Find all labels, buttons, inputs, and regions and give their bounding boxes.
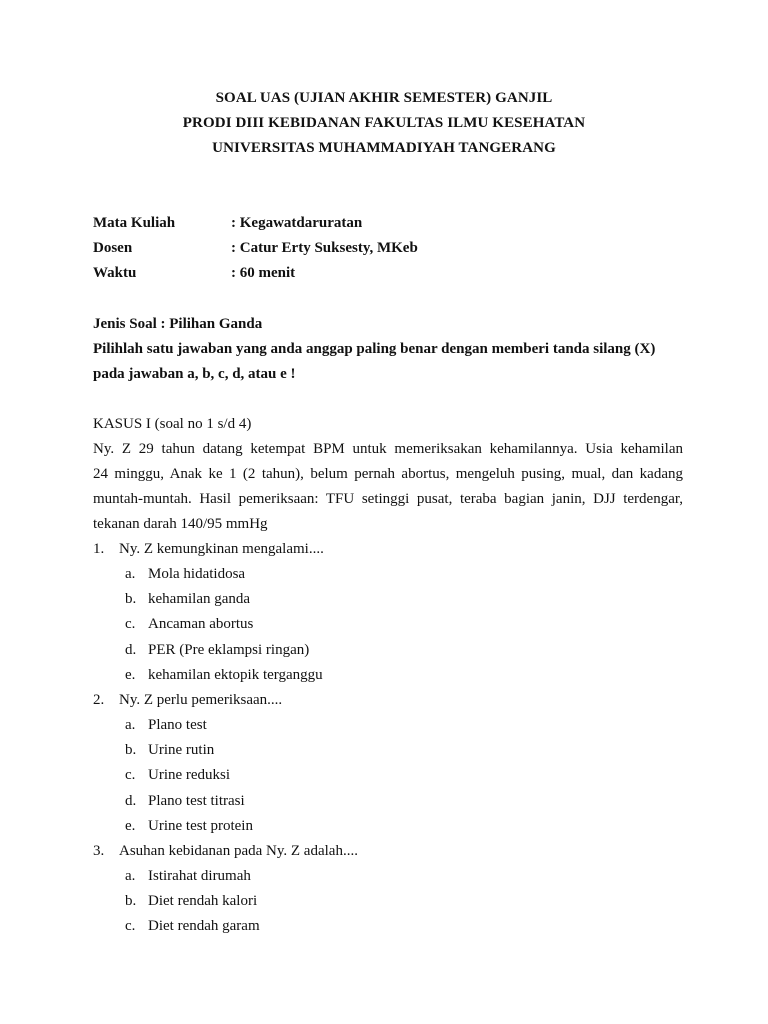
meta-value: : Catur Erty Suksesty, MKeb (231, 240, 418, 256)
question-number: 1. (93, 541, 105, 557)
case-line: tekanan darah 140/95 mmHg (93, 516, 268, 532)
option-letter: d. (125, 641, 137, 658)
option-text: Ancaman abortus (148, 616, 254, 633)
document-header (0, 86, 768, 161)
answer-option[interactable] (93, 663, 683, 688)
meta-value: : Kegawatdaruratan (231, 215, 363, 231)
option-letter: a. (125, 716, 136, 733)
option-letter: e. (125, 666, 136, 683)
question-2 (93, 688, 683, 713)
answer-option[interactable] (93, 814, 683, 839)
option-letter: d. (125, 792, 137, 809)
answer-option[interactable] (93, 789, 683, 814)
question-list (93, 537, 683, 939)
option-letter: c. (125, 616, 136, 633)
option-letter: a. (125, 566, 136, 582)
instruction-line-1: Pilihlah satu jawaban yang anda anggap paling benar dengan memberi tanda silang (X) (93, 341, 656, 357)
answer-option[interactable] (93, 864, 683, 889)
meta-value: : 60 menit (231, 265, 296, 281)
case-title: KASUS I (soal no 1 s/d 4) (93, 416, 252, 432)
case-line: Ny. Z 29 tahun datang ketempat BPM untuk memeriksakan kehamilannya. Usia kehamilan (93, 441, 683, 457)
question-1 (93, 537, 683, 562)
meta-row-lecturer (93, 236, 418, 261)
header-title-line-2: PRODI DIII KEBIDANAN FAKULTAS ILMU KESEHATAN (182, 115, 586, 131)
option-letter: c. (125, 767, 136, 784)
case-description (93, 437, 683, 537)
option-letter: c. (125, 918, 136, 935)
answer-option[interactable] (93, 612, 683, 637)
question-text: Asuhan kebidanan pada Ny. Z adalah.... (119, 842, 358, 859)
meta-row-course (93, 211, 418, 236)
answer-option[interactable] (93, 738, 683, 763)
question-3 (93, 839, 683, 864)
question-text: Ny. Z kemungkinan mengalami.... (119, 541, 324, 557)
option-letter: b. (125, 893, 137, 910)
meta-label: Waktu (93, 265, 137, 281)
header-title-line-3: UNIVERSITAS MUHAMMADIYAH TANGERANG (212, 140, 556, 156)
exam-meta (93, 211, 418, 286)
option-text: kehamilan ektopik terganggu (148, 666, 323, 683)
meta-row-time (93, 261, 418, 286)
instruction-line-2: pada jawaban a, b, c, d, atau e ! (93, 366, 296, 382)
question-number: 3. (93, 842, 105, 859)
answer-option[interactable] (93, 763, 683, 788)
meta-label: Mata Kuliah (93, 215, 176, 231)
option-text: Plano test (148, 716, 207, 733)
case-line: muntah-muntah. Hasil pemeriksaan: TFU setinggi pusat, teraba bagian janin, DJJ terdengar, (93, 491, 683, 507)
case-line: 24 minggu, Anak ke 1 (2 tahun), belum pernah abortus, mengeluh pusing, mual, dan kadang (93, 466, 683, 482)
option-letter: e. (125, 817, 136, 834)
answer-option[interactable] (93, 889, 683, 914)
option-text: Istirahat dirumah (148, 867, 251, 884)
option-text: Mola hidatidosa (148, 566, 246, 582)
option-text: Plano test titrasi (148, 792, 245, 809)
question-type: Jenis Soal : Pilihan Ganda (93, 316, 263, 332)
option-letter: b. (125, 591, 137, 608)
answer-option[interactable] (93, 914, 683, 939)
answer-option[interactable] (93, 562, 683, 587)
answer-option[interactable] (93, 638, 683, 663)
option-text: PER (Pre eklampsi ringan) (148, 641, 310, 658)
option-letter: a. (125, 867, 136, 884)
question-number: 2. (93, 691, 105, 708)
option-letter: b. (125, 742, 137, 759)
option-text: Diet rendah kalori (148, 893, 258, 910)
option-text: kehamilan ganda (148, 591, 251, 608)
answer-option[interactable] (93, 713, 683, 738)
answer-option[interactable] (93, 587, 683, 612)
option-text: Urine test protein (148, 817, 253, 834)
meta-label: Dosen (93, 240, 133, 256)
instructions (93, 312, 683, 387)
option-text: Urine rutin (148, 742, 215, 759)
question-text: Ny. Z perlu pemeriksaan.... (119, 691, 283, 708)
header-title-line-1: SOAL UAS (UJIAN AKHIR SEMESTER) GANJIL (215, 90, 553, 106)
option-text: Urine reduksi (148, 767, 231, 784)
option-text: Diet rendah garam (148, 918, 260, 935)
